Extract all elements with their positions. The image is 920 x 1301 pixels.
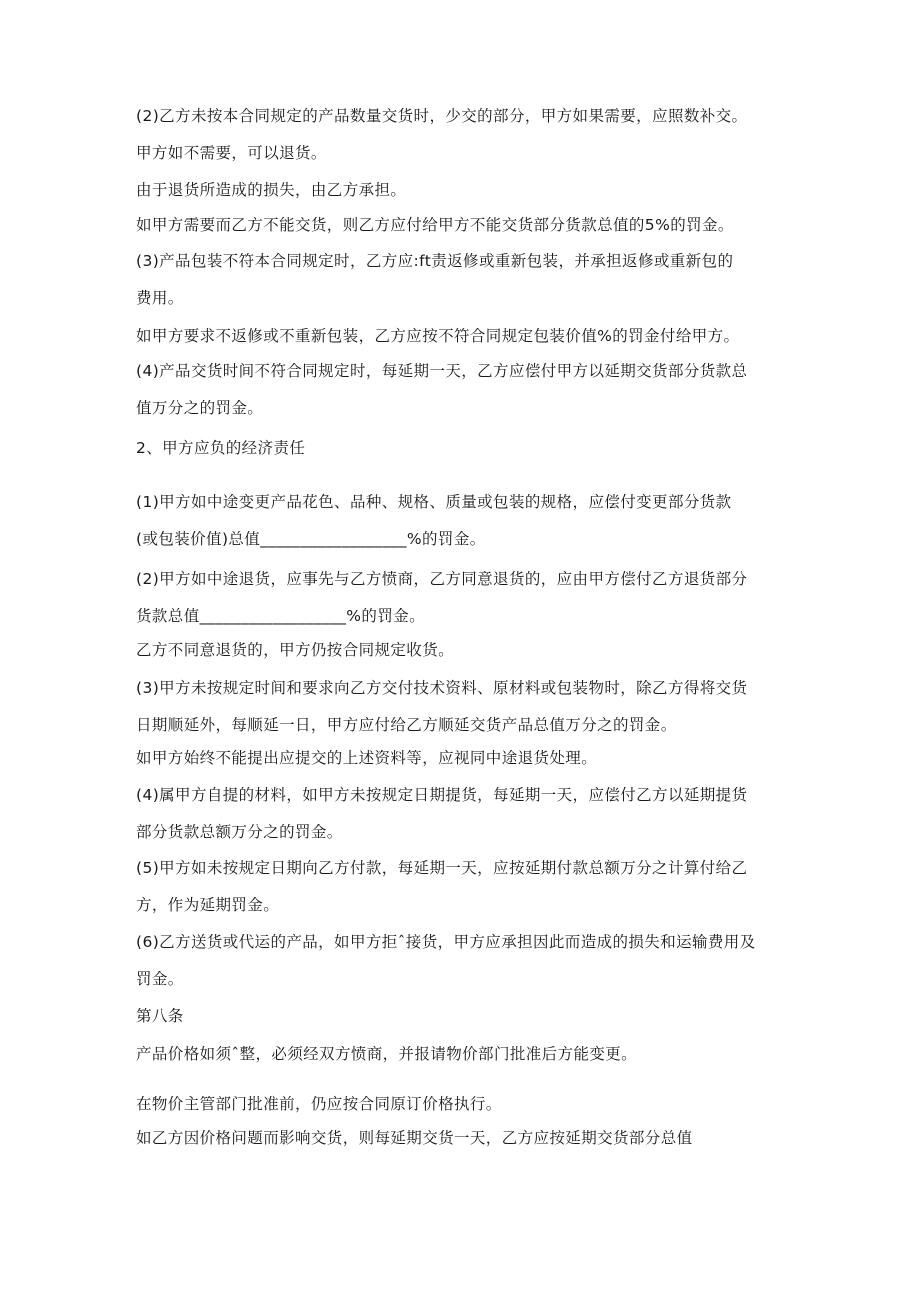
paragraph-buyer-clause-1	[136, 484, 732, 558]
text-line: 货款总值__________________%的罚金。	[136, 607, 426, 625]
text-line: 部分货款总额万分之的罚金。	[136, 823, 343, 841]
text-line: (5)甲方如未按规定日期向乙方付款，每延期一天，应按延期付款总额万分之计算付给乙	[136, 859, 748, 877]
text-line: (4)属甲方自提的材料，如甲方未按规定日期提货，每延期一天，应偿付乙方以延期提货	[136, 786, 748, 804]
text-line: (3)产品包装不符本合同规定时，乙方应:ft责返修或重新包装，并承担返修或重新包的	[136, 252, 734, 270]
paragraph-price-delay	[136, 1120, 693, 1157]
text-line: 在物价主管部门批准前，仍应按合同原订价格执行。	[136, 1095, 502, 1113]
paragraph-clause-2-quantity	[136, 98, 747, 172]
paragraph-return-loss	[136, 172, 406, 209]
paragraph-price-adjustment	[136, 1036, 637, 1073]
text-line: (2)甲方如中途退货，应事先与乙方愤商，乙方同意退货的，应由甲方偿付乙方退货部分	[136, 570, 748, 588]
text-line: 日期顺延外，每顺延一日，甲方应付给乙方顺延交货产品总值万分之的罚金。	[136, 716, 677, 734]
text-line: (4)产品交货时间不符合同规定时，每延期一天，乙方应偿付甲方以延期交货部分货款总	[136, 362, 748, 380]
text-line: 值万分之的罚金。	[136, 399, 264, 417]
text-line: 产品价格如须ˆ整，必须经双方愤商，并报请物价部门批准后方能变更。	[136, 1045, 638, 1063]
text-line: (2)乙方未按本合同规定的产品数量交货时，少交的部分，甲方如果需要，应照数补交。	[136, 107, 748, 125]
paragraph-buyer-clause-6	[136, 924, 756, 998]
text-line: 第八条	[136, 1007, 184, 1025]
paragraph-penalty-5-percent	[136, 207, 734, 244]
text-line: 方，作为延期罚金。	[136, 896, 280, 914]
text-line: 如甲方要求不返修或不重新包装，乙方应按不符合同规定包装价值%的罚金付给甲方。	[136, 327, 740, 345]
paragraph-buyer-clause-3	[136, 670, 747, 744]
text-line: (或包装价值)总值__________________%的罚金。	[136, 530, 486, 548]
paragraph-seller-disagree-return	[136, 632, 454, 669]
paragraph-clause-3-packaging	[136, 243, 733, 317]
paragraph-packaging-penalty	[136, 318, 739, 355]
text-line: 乙方不同意退货的，甲方仍按合同规定收货。	[136, 641, 455, 659]
section-heading-buyer-liability	[136, 430, 305, 467]
article-heading-8	[136, 998, 184, 1035]
text-line: 甲方如不需要，可以退货。	[136, 144, 327, 162]
paragraph-materials-not-provided	[136, 740, 597, 777]
text-line: 费用。	[136, 289, 184, 307]
paragraph-buyer-clause-5	[136, 850, 747, 924]
text-line: 2、甲方应负的经济责任	[136, 439, 306, 457]
text-line: (3)甲方未按规定时间和要求向乙方交付技术资料、原材料或包装物时，除乙方得将交货	[136, 679, 748, 697]
text-line: (1)甲方如中途变更产品花色、品种、规格、质量或包装的规格，应偿付变更部分货款	[136, 493, 732, 511]
text-line: 由于退货所造成的损失，由乙方承担。	[136, 181, 407, 199]
text-line: 如甲方始终不能提出应提交的上述资料等，应视同中途退货处理。	[136, 749, 598, 767]
paragraph-buyer-clause-2	[136, 561, 747, 635]
paragraph-clause-4-delivery-time	[136, 353, 747, 427]
text-line: 如乙方因价格问题而影响交货，则每延期交货一天，乙方应按延期交货部分总值	[136, 1129, 693, 1147]
text-line: (6)乙方送货或代运的产品，如甲方拒ˆ接货，甲方应承担因此而造成的损失和运输费用及	[136, 933, 756, 951]
paragraph-price-before-approval	[136, 1086, 502, 1123]
paragraph-buyer-clause-4	[136, 777, 747, 851]
text-line: 罚金。	[136, 970, 184, 988]
text-line: 如甲方需要而乙方不能交货，则乙方应付给甲方不能交货部分货款总值的5%的罚金。	[136, 216, 734, 234]
